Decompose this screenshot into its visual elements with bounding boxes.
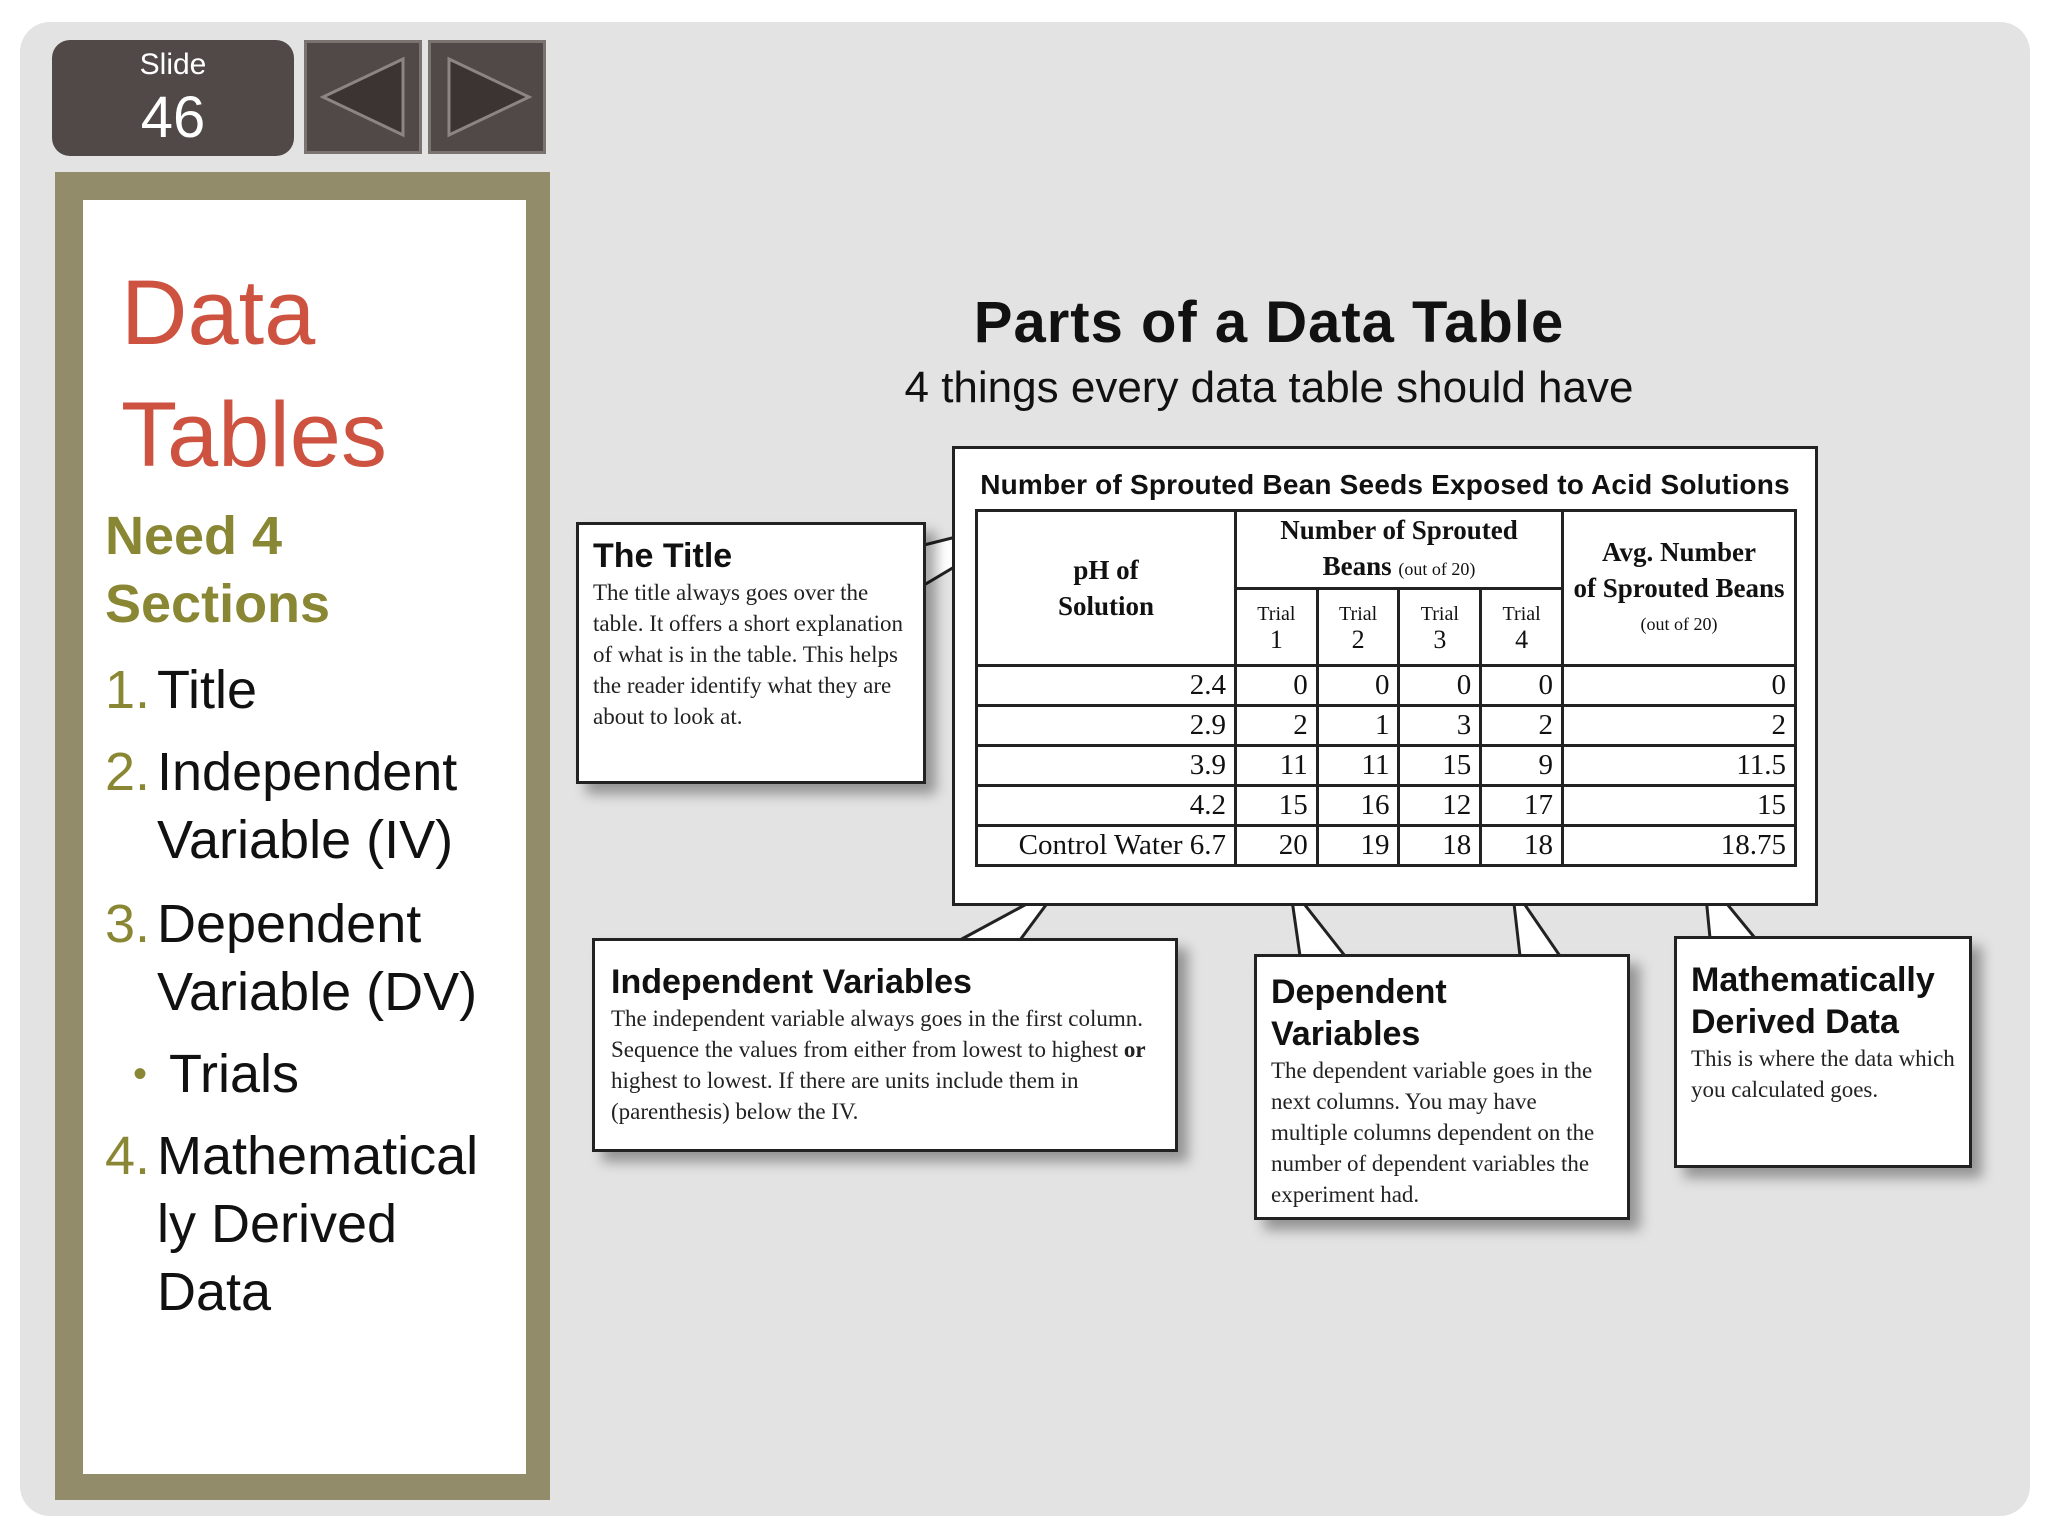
table-cell: 12 bbox=[1399, 786, 1481, 826]
list-text: ly Derived bbox=[157, 1194, 398, 1254]
list-number: 2. bbox=[105, 742, 151, 802]
header-text: pH of bbox=[1073, 555, 1139, 585]
callout-body: The dependent variable goes in the next columns. You may have multiple columns dependent on the number of dependent variables the experiment had. bbox=[1271, 1058, 1595, 1207]
table-cell: 3.9 bbox=[977, 746, 1236, 786]
table-cell: 15 bbox=[1399, 746, 1481, 786]
header-text: Solution bbox=[1057, 591, 1155, 621]
callout-heading: Variables bbox=[1271, 1015, 1421, 1053]
table-cell: 17 bbox=[1481, 786, 1563, 826]
table-cell: 11.5 bbox=[1563, 746, 1796, 786]
callout-heading: Independent Variables bbox=[611, 963, 972, 1001]
table-cell: 2 bbox=[1236, 706, 1318, 746]
table-cell: 11 bbox=[1317, 746, 1399, 786]
list-text: Variable (IV) bbox=[157, 810, 454, 870]
table-cell: 2.4 bbox=[977, 666, 1236, 706]
callout-dependent-variables bbox=[1254, 954, 1630, 1220]
header-trial bbox=[1317, 589, 1399, 666]
table-row bbox=[977, 746, 1796, 786]
list-text: Trials bbox=[169, 1044, 299, 1104]
header-text: of Sprouted Beans bbox=[1573, 573, 1785, 603]
table-cell: 15 bbox=[1563, 786, 1796, 826]
list-number: 3. bbox=[105, 894, 151, 954]
table-cell: 15 bbox=[1236, 786, 1318, 826]
callout-body: This is where the data which you calculated goes. bbox=[1691, 1046, 1955, 1102]
table-cell: 2 bbox=[1563, 706, 1796, 746]
header-trial bbox=[1481, 589, 1563, 666]
table-cell: 0 bbox=[1481, 666, 1563, 706]
table-cell: 2.9 bbox=[977, 706, 1236, 746]
sidebar-subtitle-line: Need 4 bbox=[105, 506, 283, 566]
header-text: Avg. Number bbox=[1602, 537, 1756, 567]
sidebar-title-line: Data bbox=[121, 262, 316, 364]
header-small-text: (out of 20) bbox=[1398, 559, 1476, 579]
table-cell: 18 bbox=[1399, 826, 1481, 866]
trial-number: 4 bbox=[1515, 625, 1529, 654]
sidebar-subtitle-line: Sections bbox=[105, 574, 331, 634]
callout-heading: The Title bbox=[593, 537, 733, 575]
callout-mathematically-derived-data bbox=[1674, 936, 1972, 1168]
table-cell: Control Water 6.7 bbox=[977, 826, 1236, 866]
callout-independent-variables bbox=[592, 938, 1178, 1152]
sidebar-title-line: Tables bbox=[121, 384, 387, 486]
table-cell: 2 bbox=[1481, 706, 1563, 746]
list-text: Data bbox=[157, 1262, 272, 1322]
table-cell: 9 bbox=[1481, 746, 1563, 786]
table-cell: 18 bbox=[1481, 826, 1563, 866]
table-cell: 4.2 bbox=[977, 786, 1236, 826]
table-cell: 18.75 bbox=[1563, 826, 1796, 866]
table-cell: 0 bbox=[1399, 666, 1481, 706]
header-group bbox=[1236, 511, 1563, 589]
table-cell: 16 bbox=[1317, 786, 1399, 826]
table-cell: 11 bbox=[1236, 746, 1318, 786]
table-cell: 0 bbox=[1317, 666, 1399, 706]
trial-label: Trial bbox=[1502, 603, 1541, 625]
header-trial bbox=[1399, 589, 1481, 666]
callout-heading: Mathematically bbox=[1691, 961, 1935, 999]
table-row bbox=[977, 826, 1796, 866]
table-title: Number of Sprouted Bean Seeds Exposed to Acid Solutions bbox=[980, 469, 1790, 500]
trial-number: 1 bbox=[1269, 625, 1283, 654]
list-text: Dependent bbox=[157, 894, 422, 954]
slide-label: Slide bbox=[139, 48, 207, 81]
header-average bbox=[1563, 511, 1796, 666]
list-text: Variable (DV) bbox=[157, 962, 478, 1022]
table-row bbox=[977, 666, 1796, 706]
table-cell: 20 bbox=[1236, 826, 1318, 866]
list-text: Mathematical bbox=[157, 1126, 479, 1186]
header-trial bbox=[1236, 589, 1318, 666]
callout-body: The title always goes over the table. It offers a short explanation of what is in the table. This helps the reader identify what they are about to look at. bbox=[593, 580, 903, 729]
list-text: Title bbox=[157, 660, 258, 720]
trial-number: 2 bbox=[1351, 625, 1365, 654]
page-subtitle: 4 things every data table should have bbox=[904, 363, 1634, 412]
callout-body bbox=[611, 1003, 1159, 1127]
callout-text: The independent variable always goes in the first column. Sequence the values from either from lowest to highest bbox=[611, 1006, 1144, 1062]
page-title: Parts of a Data Table bbox=[973, 290, 1565, 355]
table-cell: 19 bbox=[1317, 826, 1399, 866]
table-cell: 3 bbox=[1399, 706, 1481, 746]
callout-text: highest to lowest. If there are units include them in (parenthesis) below the IV. bbox=[611, 1068, 1079, 1124]
header-ph bbox=[977, 511, 1236, 666]
list-number: 1. bbox=[105, 660, 151, 720]
header-text: Number of Sprouted bbox=[1280, 515, 1518, 545]
callout-title bbox=[576, 522, 926, 784]
slide-number: 46 bbox=[140, 85, 206, 150]
header-small-text: (out of 20) bbox=[1640, 614, 1718, 634]
table-header-row bbox=[977, 511, 1796, 589]
data-table bbox=[975, 509, 1797, 867]
trial-label: Trial bbox=[1257, 603, 1296, 625]
bullet-dot-icon: • bbox=[133, 1052, 148, 1096]
table-cell: 0 bbox=[1236, 666, 1318, 706]
trial-number: 3 bbox=[1433, 625, 1447, 654]
table-cell: 0 bbox=[1563, 666, 1796, 706]
callout-heading: Dependent bbox=[1271, 973, 1447, 1011]
callout-heading: Derived Data bbox=[1691, 1003, 1899, 1041]
table-row bbox=[977, 706, 1796, 746]
table-cell: 1 bbox=[1317, 706, 1399, 746]
list-number: 4. bbox=[105, 1126, 151, 1186]
trial-label: Trial bbox=[1339, 603, 1378, 625]
trial-label: Trial bbox=[1420, 603, 1459, 625]
callout-bold-text: or bbox=[1123, 1037, 1146, 1062]
list-text: Independent bbox=[157, 742, 458, 802]
table-row bbox=[977, 786, 1796, 826]
data-table-card bbox=[952, 446, 1818, 906]
header-text: Beans bbox=[1322, 551, 1392, 581]
